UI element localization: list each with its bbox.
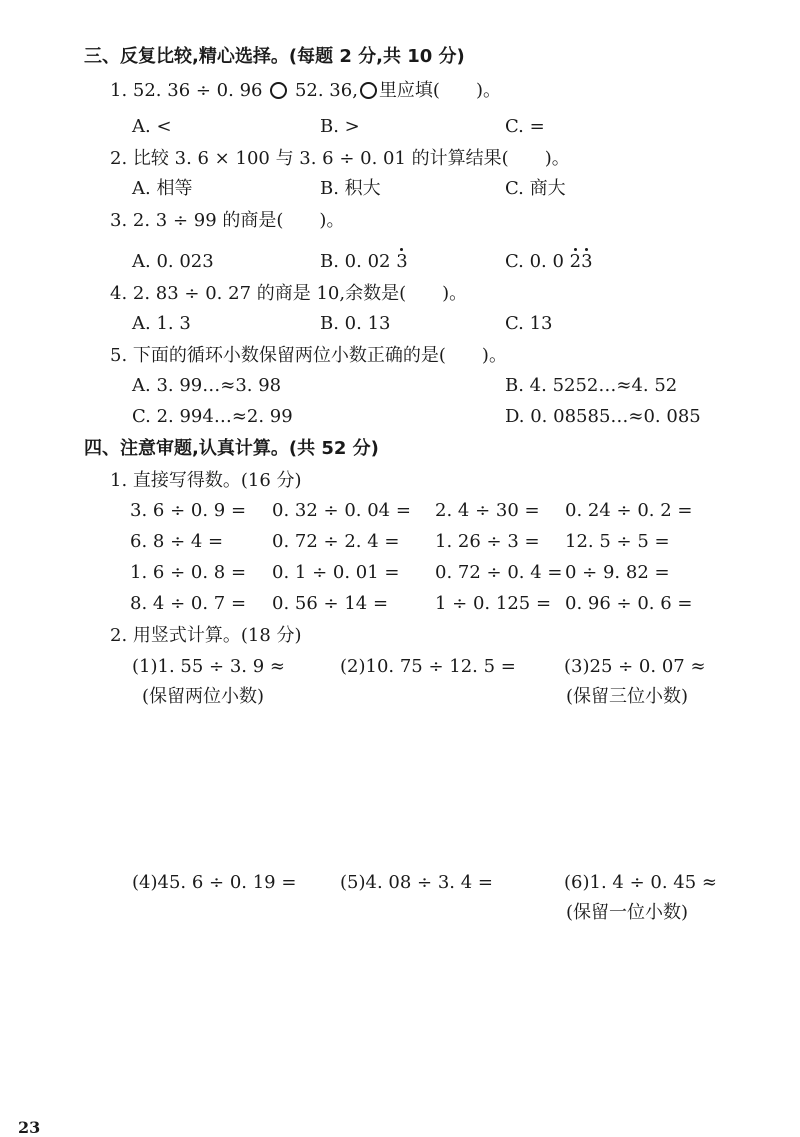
q1-pre: 1. 52. 36 ÷ 0. 96 xyxy=(110,80,263,101)
oral-calc-item: 1. 6 ÷ 0. 8 = xyxy=(130,562,247,583)
q5-option-b: B. 4. 5252…≈4. 52 xyxy=(505,375,678,396)
vertical-problem-3-note: (保留三位小数) xyxy=(566,686,689,707)
oral-calc-item: 0 ÷ 9. 82 = xyxy=(565,562,670,583)
part1-title: 1. 直接写得数。(16 分) xyxy=(110,470,302,491)
oral-calc-item: 2. 4 ÷ 30 = xyxy=(435,500,540,521)
repeat-digit: 2 xyxy=(569,251,582,272)
q5-stem: 5. 下面的循环小数保留两位小数正确的是( )。 xyxy=(110,345,507,366)
q5-option-a: A. 3. 99…≈3. 98 xyxy=(132,375,282,396)
vertical-problem-5: (5)4. 08 ÷ 3. 4 = xyxy=(340,872,493,893)
vertical-problem-6-note: (保留一位小数) xyxy=(566,902,689,923)
q1-mid: 52. 36, xyxy=(294,80,358,101)
oral-calc-item: 12. 5 ÷ 5 = xyxy=(565,531,670,552)
q2-option-a: A. 相等 xyxy=(132,178,193,199)
q4-option-c: C. 13 xyxy=(505,313,553,334)
q3-b-digits: B. 0. 02 xyxy=(320,251,397,272)
oral-calc-item: 0. 1 ÷ 0. 01 = xyxy=(272,562,400,583)
vertical-problem-1: (1)1. 55 ÷ 3. 9 ≈ xyxy=(132,656,285,677)
oral-calc-item: 0. 96 ÷ 0. 6 = xyxy=(565,593,693,614)
q5-option-c: C. 2. 994…≈2. 99 xyxy=(132,406,293,427)
q3-c-digits: C. 0. 0 xyxy=(505,251,570,272)
circle-ref-icon xyxy=(360,82,377,99)
q1-option-c: C. = xyxy=(505,116,545,137)
oral-calc-item: 1 ÷ 0. 125 = xyxy=(435,593,552,614)
q4-option-b: B. 0. 13 xyxy=(320,313,391,334)
circle-blank-icon xyxy=(270,82,287,99)
oral-calc-item: 6. 8 ÷ 4 = xyxy=(130,531,224,552)
q1-stem xyxy=(110,80,501,102)
oral-calc-item: 0. 56 ÷ 14 = xyxy=(272,593,389,614)
q2-option-c: C. 商大 xyxy=(505,178,566,199)
vertical-problem-4: (4)45. 6 ÷ 0. 19 = xyxy=(132,872,297,893)
repeat-digit: 3 xyxy=(396,251,408,272)
q2-stem: 2. 比较 3. 6 × 100 与 3. 6 ÷ 0. 01 的计算结果( )。 xyxy=(110,148,570,169)
q3-stem: 3. 2. 3 ÷ 99 的商是( )。 xyxy=(110,210,345,231)
q1-option-b: B. > xyxy=(320,116,360,137)
q1-post: 里应填( )。 xyxy=(378,80,501,101)
section3-title: 三、反复比较,精心选择。(每题 2 分,共 10 分) xyxy=(84,46,465,67)
vertical-problem-6: (6)1. 4 ÷ 0. 45 ≈ xyxy=(564,872,717,893)
section4-title: 四、注意审题,认真计算。(共 52 分) xyxy=(84,438,379,459)
oral-calc-item: 0. 24 ÷ 0. 2 = xyxy=(565,500,693,521)
oral-calc-item: 8. 4 ÷ 0. 7 = xyxy=(130,593,247,614)
q5-option-d: D. 0. 08585…≈0. 085 xyxy=(505,406,701,427)
q2-option-b: B. 积大 xyxy=(320,178,381,199)
q3-option-c xyxy=(505,251,593,273)
q3-option-b xyxy=(320,251,408,273)
page-number: 23 xyxy=(18,1118,41,1137)
q3-option-a: A. 0. 023 xyxy=(132,251,214,272)
oral-calc-item: 0. 32 ÷ 0. 04 = xyxy=(272,500,411,521)
oral-calc-item: 0. 72 ÷ 2. 4 = xyxy=(272,531,400,552)
q4-option-a: A. 1. 3 xyxy=(132,313,191,334)
oral-calc-item: 0. 72 ÷ 0. 4 = xyxy=(435,562,563,583)
part2-title: 2. 用竖式计算。(18 分) xyxy=(110,625,302,646)
vertical-problem-2: (2)10. 75 ÷ 12. 5 = xyxy=(340,656,516,677)
q4-stem: 4. 2. 83 ÷ 0. 27 的商是 10,余数是( )。 xyxy=(110,283,468,304)
oral-calc-item: 3. 6 ÷ 0. 9 = xyxy=(130,500,247,521)
vertical-problem-3: (3)25 ÷ 0. 07 ≈ xyxy=(564,656,706,677)
oral-calc-item: 1. 26 ÷ 3 = xyxy=(435,531,540,552)
q1-option-a: A. < xyxy=(132,116,172,137)
repeat-digit: 3 xyxy=(581,251,593,272)
vertical-problem-1-note: (保留两位小数) xyxy=(142,686,265,707)
